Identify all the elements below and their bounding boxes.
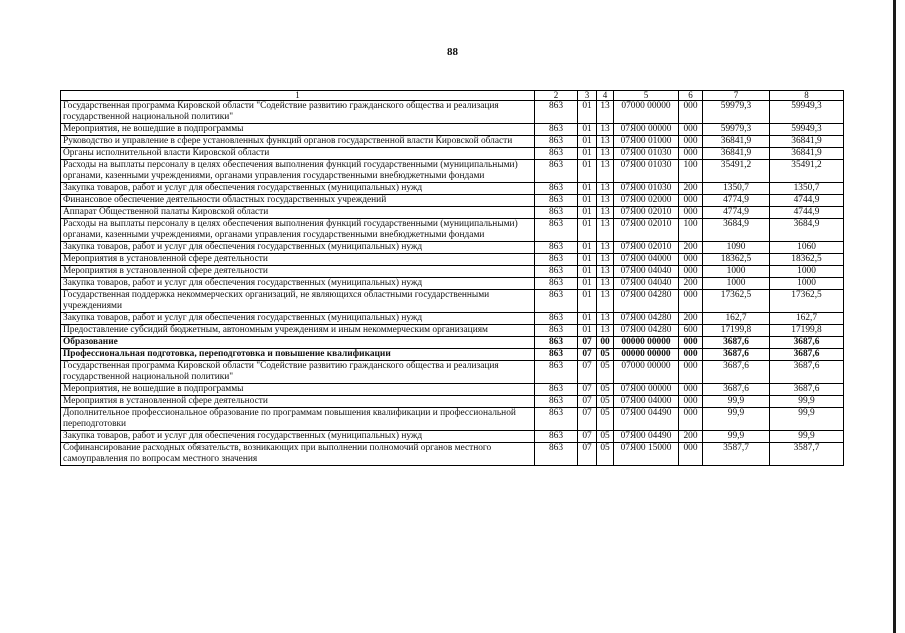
table-row (61, 290, 844, 313)
table-row (61, 313, 844, 325)
cell-admin-code: 863 (535, 160, 578, 183)
cell-section: 07 (578, 384, 597, 396)
cell-name: Мероприятия в установленной сфере деятельности (61, 396, 535, 408)
cell-subsection: 13 (597, 124, 614, 136)
cell-amount-year1: 59979,3 (703, 101, 770, 124)
cell-target-article: 07000 00000 (614, 101, 679, 124)
cell-name: Мероприятия, не вошедшие в подпрограммы (61, 124, 535, 136)
cell-amount-year2: 3687,6 (770, 349, 844, 361)
cell-amount-year2: 17362,5 (770, 290, 844, 313)
cell-amount-year2: 59949,3 (770, 101, 844, 124)
cell-target-article: 07Я00 02010 (614, 242, 679, 254)
cell-admin-code: 863 (535, 349, 578, 361)
cell-expense-type: 000 (679, 101, 703, 124)
cell-expense-type: 000 (679, 124, 703, 136)
cell-subsection: 13 (597, 183, 614, 195)
cell-target-article: 07Я00 01030 (614, 148, 679, 160)
table-row (61, 278, 844, 290)
cell-target-article: 07Я00 04490 (614, 408, 679, 431)
cell-expense-type: 000 (679, 195, 703, 207)
cell-amount-year1: 4774,9 (703, 195, 770, 207)
cell-admin-code: 863 (535, 266, 578, 278)
cell-name: Закупка товаров, работ и услуг для обеспечения государственных (муниципальных) нужд (61, 183, 535, 195)
cell-expense-type: 600 (679, 325, 703, 337)
cell-name: Профессиональная подготовка, переподготовка и повышение квалификации (61, 349, 535, 361)
cell-subsection: 05 (597, 361, 614, 384)
cell-expense-type: 200 (679, 431, 703, 443)
cell-subsection: 13 (597, 207, 614, 219)
cell-admin-code: 863 (535, 443, 578, 466)
cell-target-article: 07Я00 15000 (614, 443, 679, 466)
cell-section: 01 (578, 254, 597, 266)
cell-target-article: 07Я00 02000 (614, 195, 679, 207)
header-cell: 4 (597, 91, 614, 101)
cell-subsection: 05 (597, 408, 614, 431)
cell-section: 01 (578, 266, 597, 278)
cell-subsection: 05 (597, 443, 614, 466)
cell-admin-code: 863 (535, 361, 578, 384)
cell-section: 07 (578, 361, 597, 384)
cell-amount-year1: 162,7 (703, 313, 770, 325)
cell-target-article: 07Я00 02010 (614, 219, 679, 242)
table-row (61, 101, 844, 124)
cell-name: Закупка товаров, работ и услуг для обеспечения государственных (муниципальных) нужд (61, 431, 535, 443)
cell-expense-type: 000 (679, 361, 703, 384)
cell-amount-year2: 18362,5 (770, 254, 844, 266)
cell-section: 01 (578, 124, 597, 136)
cell-amount-year1: 36841,9 (703, 136, 770, 148)
cell-name: Софинансирование расходных обязательств, возникающих при выполнении полномочий органов местного самоуправления по вопросам местного значения (61, 443, 535, 466)
table-body (61, 101, 844, 466)
cell-expense-type: 000 (679, 408, 703, 431)
cell-amount-year1: 3687,6 (703, 384, 770, 396)
cell-name: Закупка товаров, работ и услуг для обеспечения государственных (муниципальных) нужд (61, 278, 535, 290)
cell-admin-code: 863 (535, 136, 578, 148)
cell-expense-type: 200 (679, 313, 703, 325)
cell-expense-type: 000 (679, 290, 703, 313)
table-row (61, 266, 844, 278)
cell-amount-year2: 99,9 (770, 431, 844, 443)
cell-subsection: 05 (597, 384, 614, 396)
cell-name: Дополнительное профессиональное образование по программам повышения квалификации и профессиональной переподготовки (61, 408, 535, 431)
cell-section: 01 (578, 183, 597, 195)
cell-name: Образование (61, 337, 535, 349)
cell-amount-year1: 35491,2 (703, 160, 770, 183)
cell-amount-year1: 3687,6 (703, 337, 770, 349)
cell-admin-code: 863 (535, 431, 578, 443)
cell-section: 01 (578, 278, 597, 290)
cell-admin-code: 863 (535, 183, 578, 195)
table-row (61, 431, 844, 443)
cell-amount-year1: 99,9 (703, 408, 770, 431)
cell-section: 07 (578, 443, 597, 466)
cell-amount-year2: 3684,9 (770, 219, 844, 242)
cell-expense-type: 000 (679, 254, 703, 266)
cell-amount-year2: 99,9 (770, 408, 844, 431)
cell-admin-code: 863 (535, 101, 578, 124)
cell-expense-type: 000 (679, 384, 703, 396)
cell-section: 01 (578, 160, 597, 183)
cell-section: 01 (578, 325, 597, 337)
cell-admin-code: 863 (535, 207, 578, 219)
cell-name: Расходы на выплаты персоналу в целях обеспечения выполнения функций государственными (муниципальными) органами, казенными учреждениями, органами управления государственными внебюджетными фондами (61, 160, 535, 183)
table-row (61, 207, 844, 219)
cell-subsection: 13 (597, 278, 614, 290)
cell-name: Государственная программа Кировской области "Содействие развитию гражданского общества и реализация государственной национальной политики" (61, 101, 535, 124)
cell-subsection: 13 (597, 148, 614, 160)
cell-target-article: 00000 00000 (614, 337, 679, 349)
cell-expense-type: 000 (679, 349, 703, 361)
table-row (61, 219, 844, 242)
cell-subsection: 13 (597, 266, 614, 278)
cell-target-article: 07Я00 01030 (614, 160, 679, 183)
cell-amount-year2: 162,7 (770, 313, 844, 325)
cell-target-article: 07Я00 04280 (614, 325, 679, 337)
cell-target-article: 07Я00 00000 (614, 124, 679, 136)
cell-amount-year2: 3687,6 (770, 384, 844, 396)
cell-section: 01 (578, 219, 597, 242)
cell-amount-year2: 1060 (770, 242, 844, 254)
cell-target-article: 07Я00 04040 (614, 278, 679, 290)
cell-amount-year1: 3687,6 (703, 361, 770, 384)
table-row (61, 136, 844, 148)
header-cell: 1 (61, 91, 535, 101)
cell-amount-year2: 99,9 (770, 396, 844, 408)
cell-name: Аппарат Общественной палаты Кировской области (61, 207, 535, 219)
cell-name: Органы исполнительной власти Кировской области (61, 148, 535, 160)
table-row (61, 337, 844, 349)
cell-amount-year1: 17362,5 (703, 290, 770, 313)
cell-section: 07 (578, 396, 597, 408)
cell-amount-year2: 17199,8 (770, 325, 844, 337)
cell-section: 07 (578, 337, 597, 349)
cell-admin-code: 863 (535, 242, 578, 254)
cell-admin-code: 863 (535, 278, 578, 290)
cell-amount-year1: 3684,9 (703, 219, 770, 242)
header-cell: 3 (578, 91, 597, 101)
cell-amount-year2: 1000 (770, 278, 844, 290)
table-row (61, 254, 844, 266)
cell-expense-type: 000 (679, 148, 703, 160)
header-cell: 2 (535, 91, 578, 101)
table-row (61, 325, 844, 337)
cell-admin-code: 863 (535, 254, 578, 266)
cell-section: 01 (578, 136, 597, 148)
cell-admin-code: 863 (535, 408, 578, 431)
cell-name: Закупка товаров, работ и услуг для обеспечения государственных (муниципальных) нужд (61, 242, 535, 254)
cell-amount-year1: 4774,9 (703, 207, 770, 219)
cell-expense-type: 000 (679, 337, 703, 349)
cell-admin-code: 863 (535, 337, 578, 349)
cell-expense-type: 200 (679, 242, 703, 254)
cell-subsection: 13 (597, 101, 614, 124)
table-row (61, 242, 844, 254)
header-cell: 6 (679, 91, 703, 101)
cell-target-article: 07Я00 04490 (614, 431, 679, 443)
cell-target-article: 07Я00 00000 (614, 384, 679, 396)
cell-name: Мероприятия, не вошедшие в подпрограммы (61, 384, 535, 396)
cell-section: 01 (578, 148, 597, 160)
cell-expense-type: 000 (679, 396, 703, 408)
cell-name: Мероприятия в установленной сфере деятельности (61, 266, 535, 278)
cell-target-article: 07Я00 01000 (614, 136, 679, 148)
cell-expense-type: 000 (679, 207, 703, 219)
cell-amount-year1: 36841,9 (703, 148, 770, 160)
cell-admin-code: 863 (535, 384, 578, 396)
table-row (61, 384, 844, 396)
cell-amount-year1: 99,9 (703, 396, 770, 408)
cell-amount-year2: 3687,6 (770, 337, 844, 349)
cell-section: 07 (578, 349, 597, 361)
cell-expense-type: 100 (679, 219, 703, 242)
cell-target-article: 07000 00000 (614, 361, 679, 384)
page-number: 88 (447, 46, 458, 58)
cell-target-article: 07Я00 02010 (614, 207, 679, 219)
cell-subsection: 00 (597, 337, 614, 349)
cell-subsection: 05 (597, 349, 614, 361)
table-row (61, 349, 844, 361)
cell-section: 01 (578, 101, 597, 124)
page-edge-rule (893, 0, 896, 633)
cell-name: Расходы на выплаты персоналу в целях обеспечения выполнения функций государственными (муниципальными) органами, казенными учреждениями, органами управления государственными внебюджетными фондами (61, 219, 535, 242)
cell-amount-year2: 59949,3 (770, 124, 844, 136)
cell-section: 07 (578, 408, 597, 431)
cell-amount-year2: 3687,6 (770, 361, 844, 384)
cell-name: Руководство и управление в сфере установленных функций органов государственной власти Кировской области (61, 136, 535, 148)
cell-expense-type: 100 (679, 160, 703, 183)
cell-target-article: 07Я00 04040 (614, 266, 679, 278)
cell-target-article: 07Я00 04000 (614, 254, 679, 266)
cell-amount-year1: 1000 (703, 266, 770, 278)
cell-target-article: 07Я00 04280 (614, 313, 679, 325)
header-cell: 5 (614, 91, 679, 101)
cell-target-article: 07Я00 04280 (614, 290, 679, 313)
cell-subsection: 13 (597, 254, 614, 266)
cell-name: Мероприятия в установленной сфере деятельности (61, 254, 535, 266)
cell-amount-year1: 3687,6 (703, 349, 770, 361)
cell-amount-year2: 4744,9 (770, 207, 844, 219)
cell-amount-year2: 35491,2 (770, 160, 844, 183)
cell-admin-code: 863 (535, 195, 578, 207)
cell-expense-type: 000 (679, 136, 703, 148)
cell-section: 01 (578, 207, 597, 219)
table-row (61, 160, 844, 183)
table-row (61, 408, 844, 431)
header-cell: 7 (703, 91, 770, 101)
cell-section: 01 (578, 290, 597, 313)
cell-name: Государственная поддержка некоммерческих организаций, не являющихся областными государственными учреждениями (61, 290, 535, 313)
cell-subsection: 13 (597, 195, 614, 207)
cell-admin-code: 863 (535, 313, 578, 325)
cell-amount-year1: 3587,7 (703, 443, 770, 466)
cell-target-article: 00000 00000 (614, 349, 679, 361)
cell-subsection: 05 (597, 396, 614, 408)
cell-name: Предоставление субсидий бюджетным, автономным учреждениям и иным некоммерческим организациям (61, 325, 535, 337)
cell-section: 01 (578, 313, 597, 325)
cell-amount-year1: 59979,3 (703, 124, 770, 136)
cell-subsection: 13 (597, 136, 614, 148)
cell-expense-type: 200 (679, 278, 703, 290)
cell-admin-code: 863 (535, 124, 578, 136)
budget-table (60, 90, 844, 466)
table-row (61, 195, 844, 207)
cell-admin-code: 863 (535, 219, 578, 242)
cell-amount-year1: 1000 (703, 278, 770, 290)
table-row (61, 183, 844, 195)
table-row (61, 443, 844, 466)
cell-expense-type: 000 (679, 266, 703, 278)
cell-amount-year2: 36841,9 (770, 136, 844, 148)
cell-expense-type: 200 (679, 183, 703, 195)
cell-amount-year2: 1000 (770, 266, 844, 278)
cell-target-article: 07Я00 01030 (614, 183, 679, 195)
table-header-row (61, 91, 844, 101)
cell-amount-year1: 1350,7 (703, 183, 770, 195)
cell-admin-code: 863 (535, 148, 578, 160)
cell-section: 07 (578, 431, 597, 443)
cell-amount-year2: 3587,7 (770, 443, 844, 466)
cell-admin-code: 863 (535, 290, 578, 313)
cell-amount-year2: 36841,9 (770, 148, 844, 160)
cell-subsection: 13 (597, 290, 614, 313)
cell-expense-type: 000 (679, 443, 703, 466)
header-cell: 8 (770, 91, 844, 101)
cell-amount-year1: 18362,5 (703, 254, 770, 266)
cell-amount-year1: 99,9 (703, 431, 770, 443)
table-row (61, 124, 844, 136)
table-row (61, 148, 844, 160)
cell-subsection: 13 (597, 160, 614, 183)
cell-subsection: 13 (597, 219, 614, 242)
cell-amount-year1: 1090 (703, 242, 770, 254)
table-row (61, 396, 844, 408)
cell-subsection: 13 (597, 325, 614, 337)
cell-section: 01 (578, 242, 597, 254)
cell-name: Закупка товаров, работ и услуг для обеспечения государственных (муниципальных) нужд (61, 313, 535, 325)
cell-amount-year1: 17199,8 (703, 325, 770, 337)
cell-subsection: 13 (597, 242, 614, 254)
cell-subsection: 13 (597, 313, 614, 325)
cell-amount-year2: 4744,9 (770, 195, 844, 207)
cell-name: Государственная программа Кировской области "Содействие развитию гражданского общества и реализация государственной национальной политики" (61, 361, 535, 384)
table-row (61, 361, 844, 384)
cell-target-article: 07Я00 04000 (614, 396, 679, 408)
cell-amount-year2: 1350,7 (770, 183, 844, 195)
cell-section: 01 (578, 195, 597, 207)
cell-admin-code: 863 (535, 396, 578, 408)
cell-subsection: 05 (597, 431, 614, 443)
cell-admin-code: 863 (535, 325, 578, 337)
cell-name: Финансовое обеспечение деятельности областных государственных учреждений (61, 195, 535, 207)
